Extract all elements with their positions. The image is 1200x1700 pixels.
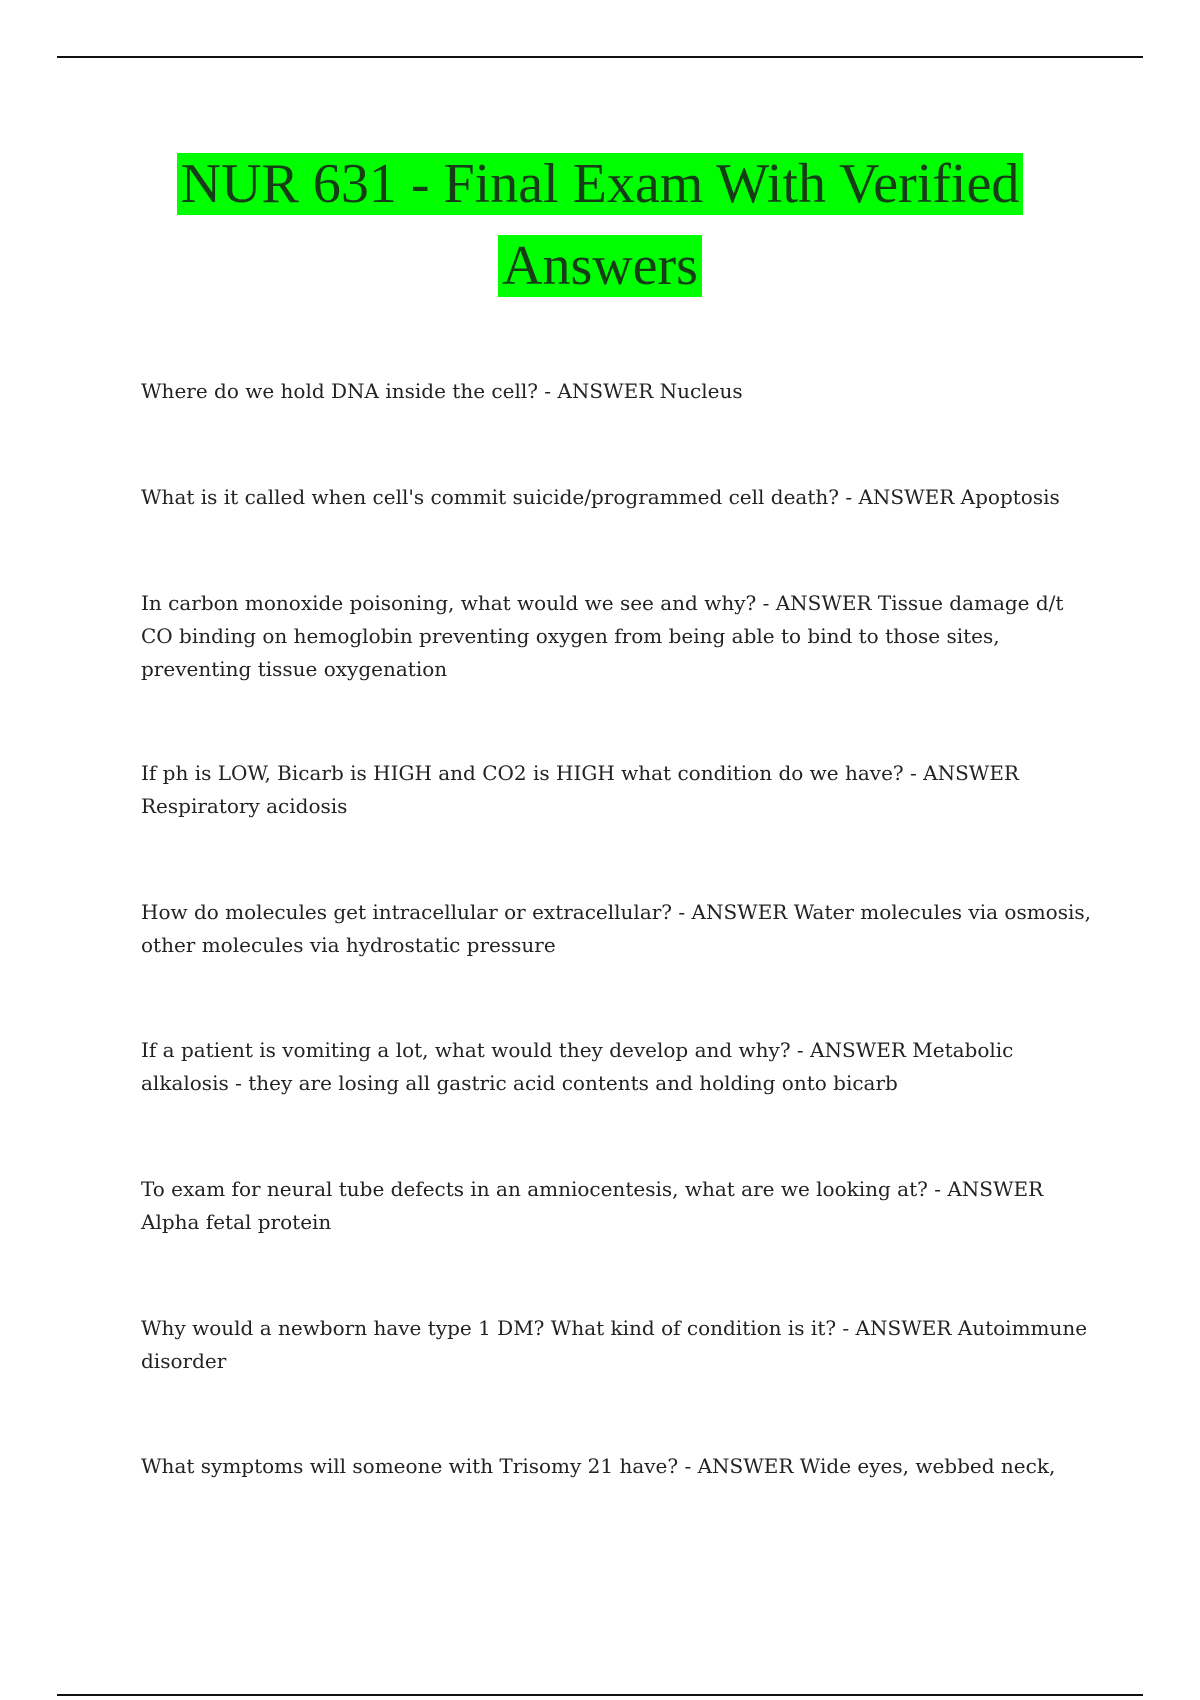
qa-item-9: What symptoms will someone with Trisomy 21 have? - ANSWER Wide eyes, webbed neck,	[141, 1454, 1056, 1478]
title-line-2: Answers	[498, 235, 702, 297]
title-line-1: NUR 631 - Final Exam With Verified	[177, 153, 1024, 215]
bottom-divider	[57, 1694, 1143, 1696]
qa-item-1: Where do we hold DNA inside the cell? - ANSWER Nucleus	[141, 379, 743, 403]
top-divider	[57, 56, 1143, 58]
qa-item-5: How do molecules get intracellular or extracellular? - ANSWER Water molecules via osmosis, other molecules via hydrostatic pressure	[141, 900, 1091, 957]
qa-item-8: Why would a newborn have type 1 DM? What kind of condition is it? - ANSWER Autoimmune disorder	[141, 1316, 1088, 1373]
qa-item-2: What is it called when cell's commit suicide/programmed cell death? - ANSWER Apoptosis	[141, 485, 1060, 509]
qa-item-3: In carbon monoxide poisoning, what would we see and why? - ANSWER Tissue damage d/t CO binding on hemoglobin preventing oxygen from being able to bind to those sites, preventing tissue oxygenation	[141, 591, 1064, 681]
qa-item-7: To exam for neural tube defects in an amniocentesis, what are we looking at? - ANSWER Alpha fetal protein	[141, 1177, 1044, 1234]
page-title	[100, 143, 1100, 307]
qa-item-6: If a patient is vomiting a lot, what would they develop and why? - ANSWER Metabolic alkalosis - they are losing all gastric acid contents and holding onto bicarb	[141, 1038, 1014, 1095]
qa-item-4: If ph is LOW, Bicarb is HIGH and CO2 is HIGH what condition do we have? - ANSWER Respiratory acidosis	[141, 761, 1019, 818]
